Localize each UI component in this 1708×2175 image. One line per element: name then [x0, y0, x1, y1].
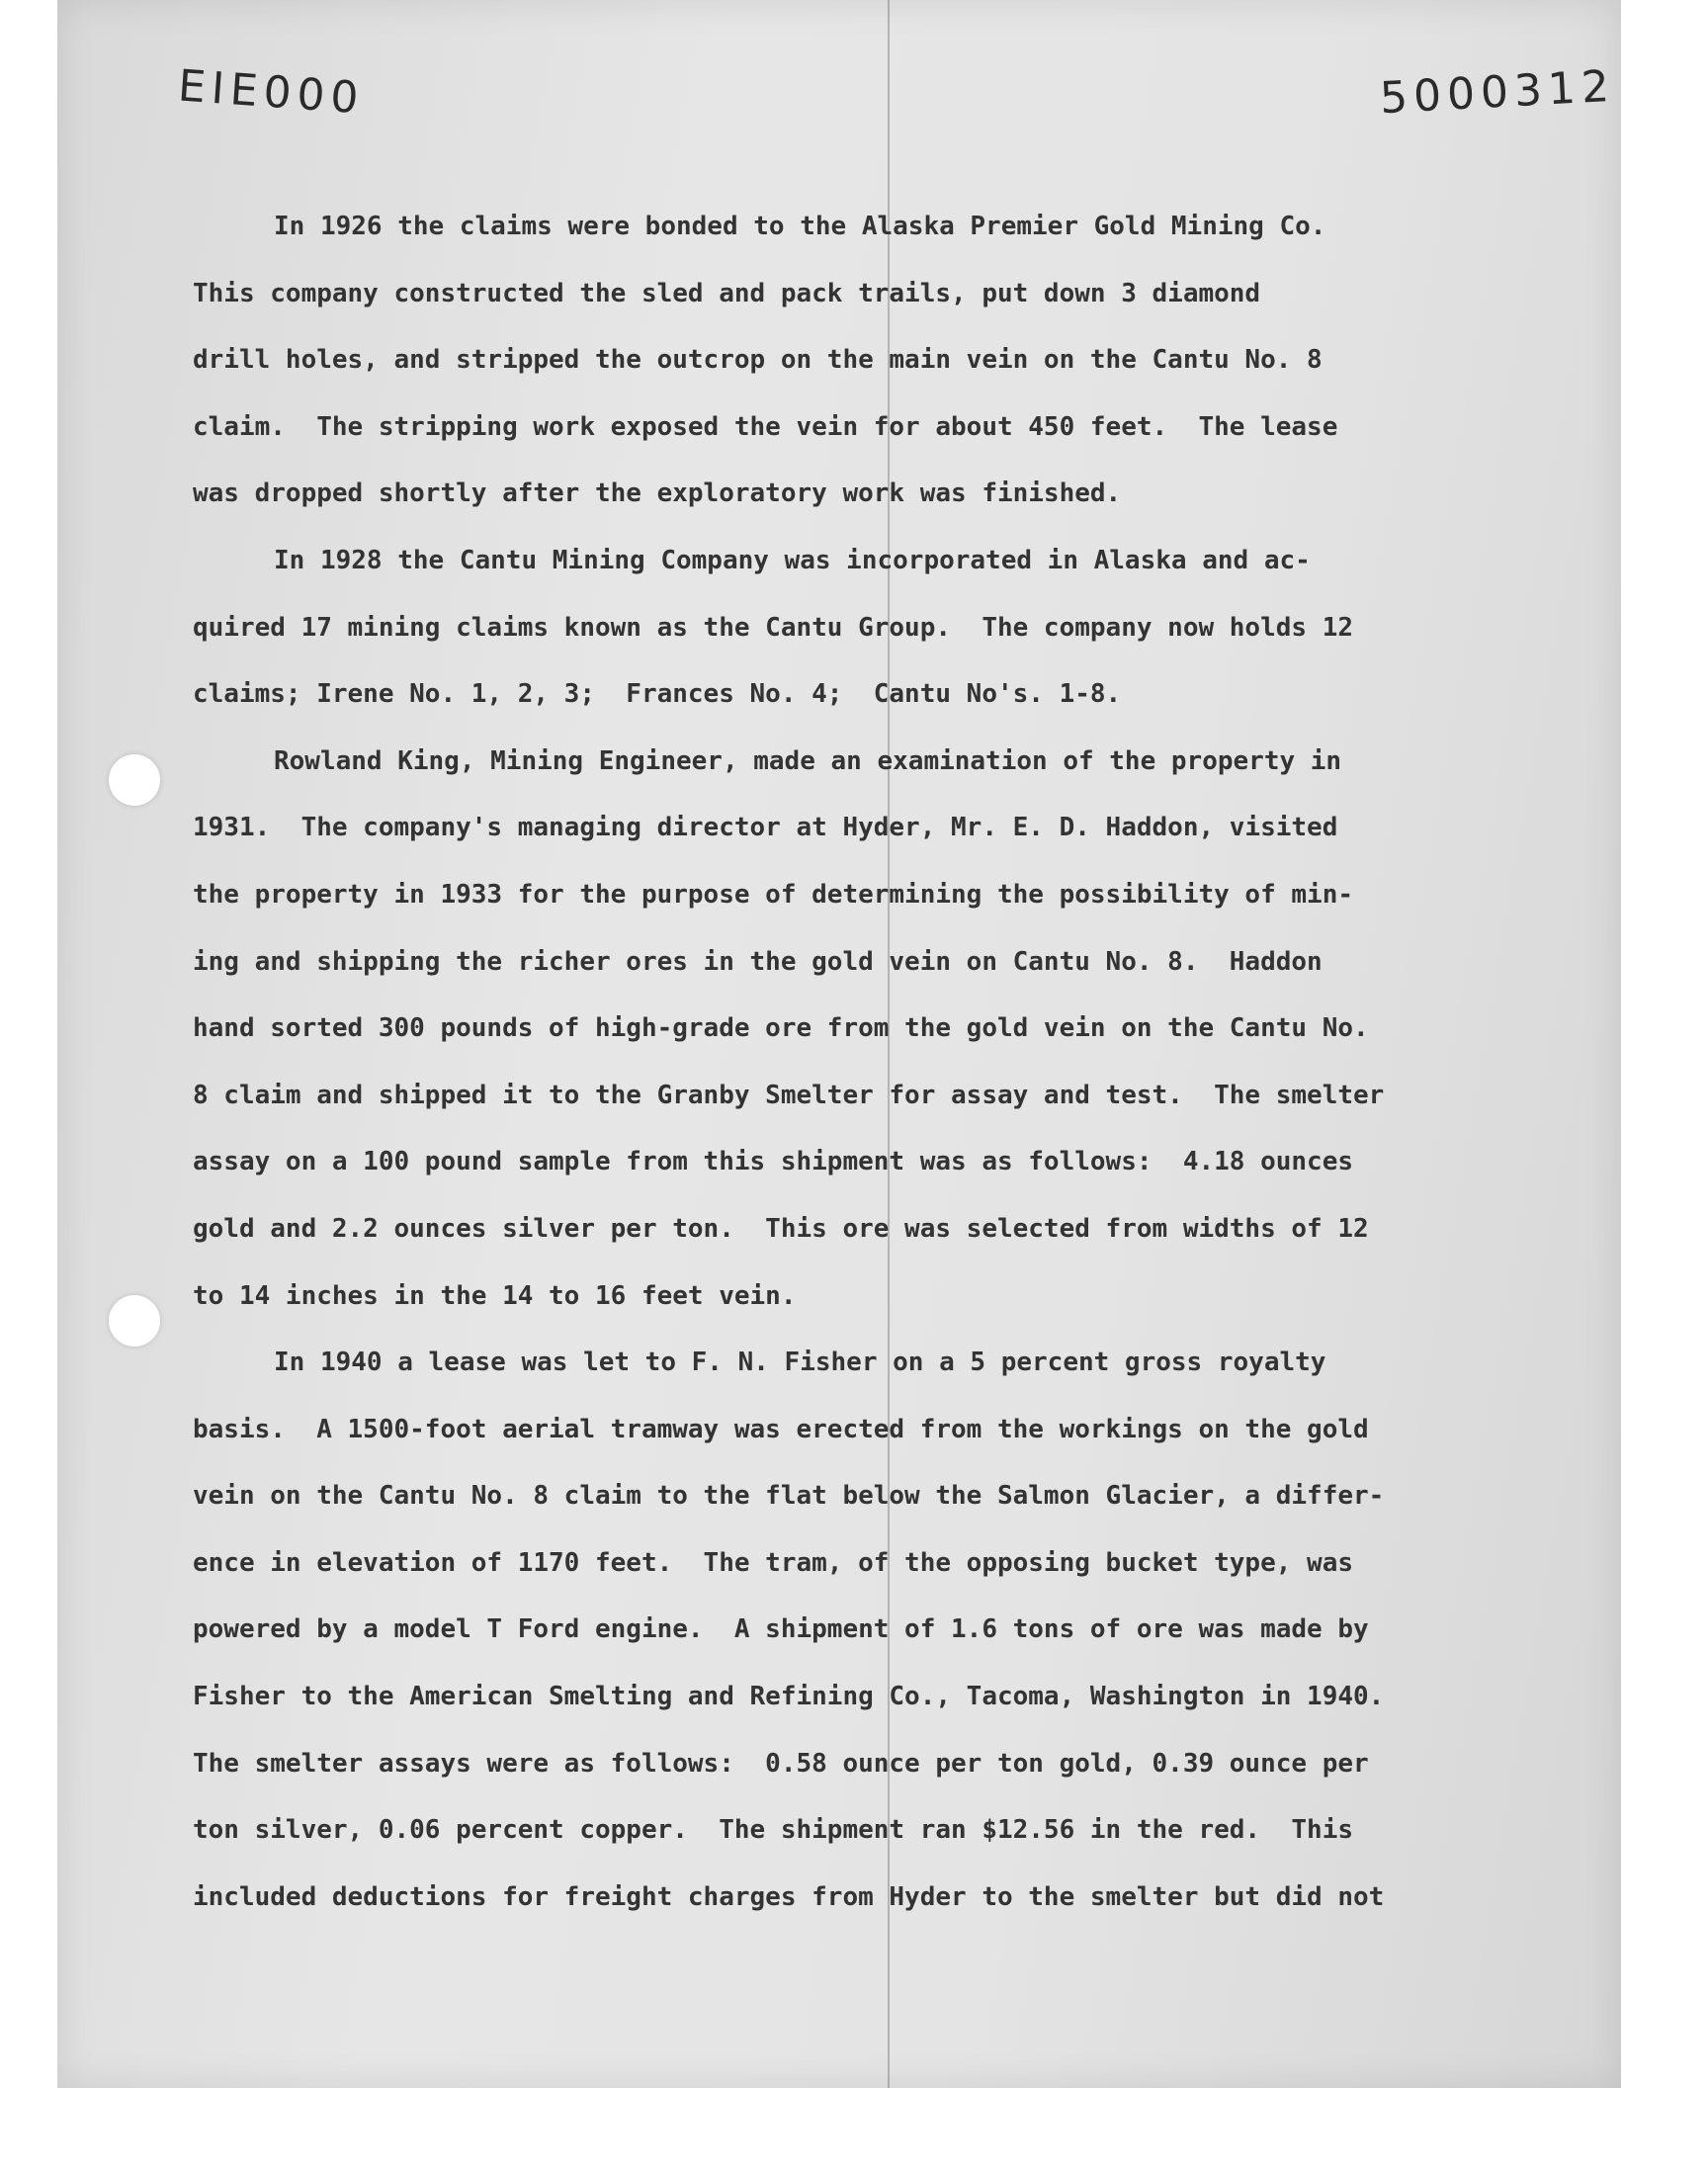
text-line: This company constructed the sled and pack trails, put down 3 diamond — [193, 278, 1261, 308]
text-line: assay on a 100 pound sample from this shipment was as follows: 4.18 ounces — [193, 1147, 1353, 1177]
text-line: In 1928 the Cantu Mining Company was incorporated in Alaska and ac- — [274, 545, 1311, 575]
text-line: ence in elevation of 1170 feet. The tram, of the opposing bucket type, was — [193, 1547, 1353, 1578]
text-line: was dropped shortly after the exploratory work was finished. — [193, 478, 1122, 509]
text-line: basis. A 1500-foot aerial tramway was erected from the workings on the gold — [193, 1414, 1369, 1444]
paragraph-1940 — [193, 1330, 1557, 1931]
punch-hole-upper — [109, 754, 160, 806]
text-line: 1931. The company's managing director at Hyder, Mr. E. D. Haddon, visited — [193, 813, 1338, 843]
paragraph-1926 — [193, 194, 1557, 528]
text-line: Rowland King, Mining Engineer, made an examination of the property in — [274, 745, 1342, 776]
text-line: The smelter assays were as follows: 0.58 ounce per ton gold, 0.39 ounce per — [193, 1748, 1369, 1779]
text-line: hand sorted 300 pounds of high-grade ore from the gold vein on the Cantu No. — [193, 1013, 1369, 1044]
text-line: vein on the Cantu No. 8 claim to the flat below the Salmon Glacier, a differ- — [193, 1481, 1385, 1512]
text-line: In 1940 a lease was let to F. N. Fisher on a 5 percent gross royalty — [274, 1348, 1326, 1378]
text-line: claims; Irene No. 1, 2, 3; Frances No. 4; Cantu No's. 1-8. — [193, 679, 1122, 710]
paragraph-1928 — [193, 528, 1557, 729]
text-line: ing and shipping the richer ores in the gold vein on Cantu No. 8. Haddon — [193, 946, 1323, 977]
punch-hole-lower — [109, 1295, 160, 1347]
text-line: 8 claim and shipped it to the Granby Smelter for assay and test. The smelter — [193, 1080, 1385, 1110]
text-line: Fisher to the American Smelting and Refining Co., Tacoma, Washington in 1940. — [193, 1682, 1385, 1712]
stamp-number-right: 5000312 — [1378, 60, 1617, 125]
text-line: In 1926 the claims were bonded to the Alaska Premier Gold Mining Co. — [274, 212, 1326, 241]
text-line: to 14 inches in the 14 to 16 feet vein. — [193, 1280, 797, 1311]
text-line: drill holes, and stripped the outcrop on the main vein on the Cantu No. 8 — [193, 345, 1323, 376]
text-line: ton silver, 0.06 percent copper. The shipment ran $12.56 in the red. This — [193, 1815, 1353, 1846]
paragraph-1931 — [193, 729, 1557, 1330]
text-line: claim. The stripping work exposed the vein for about 450 feet. The lease — [193, 411, 1338, 442]
stamp-number-left: EIE000 — [176, 60, 367, 125]
text-line: the property in 1933 for the purpose of determining the possibility of min- — [193, 879, 1353, 910]
text-line: quired 17 mining claims known as the Cantu Group. The company now holds 12 — [193, 612, 1353, 643]
text-line: included deductions for freight charges from Hyder to the smelter but did not — [193, 1881, 1385, 1912]
text-line: powered by a model T Ford engine. A shipment of 1.6 tons of ore was made by — [193, 1614, 1369, 1645]
typed-body-text — [193, 194, 1557, 1931]
text-line: gold and 2.2 ounces silver per ton. This ore was selected from widths of 12 — [193, 1213, 1369, 1244]
